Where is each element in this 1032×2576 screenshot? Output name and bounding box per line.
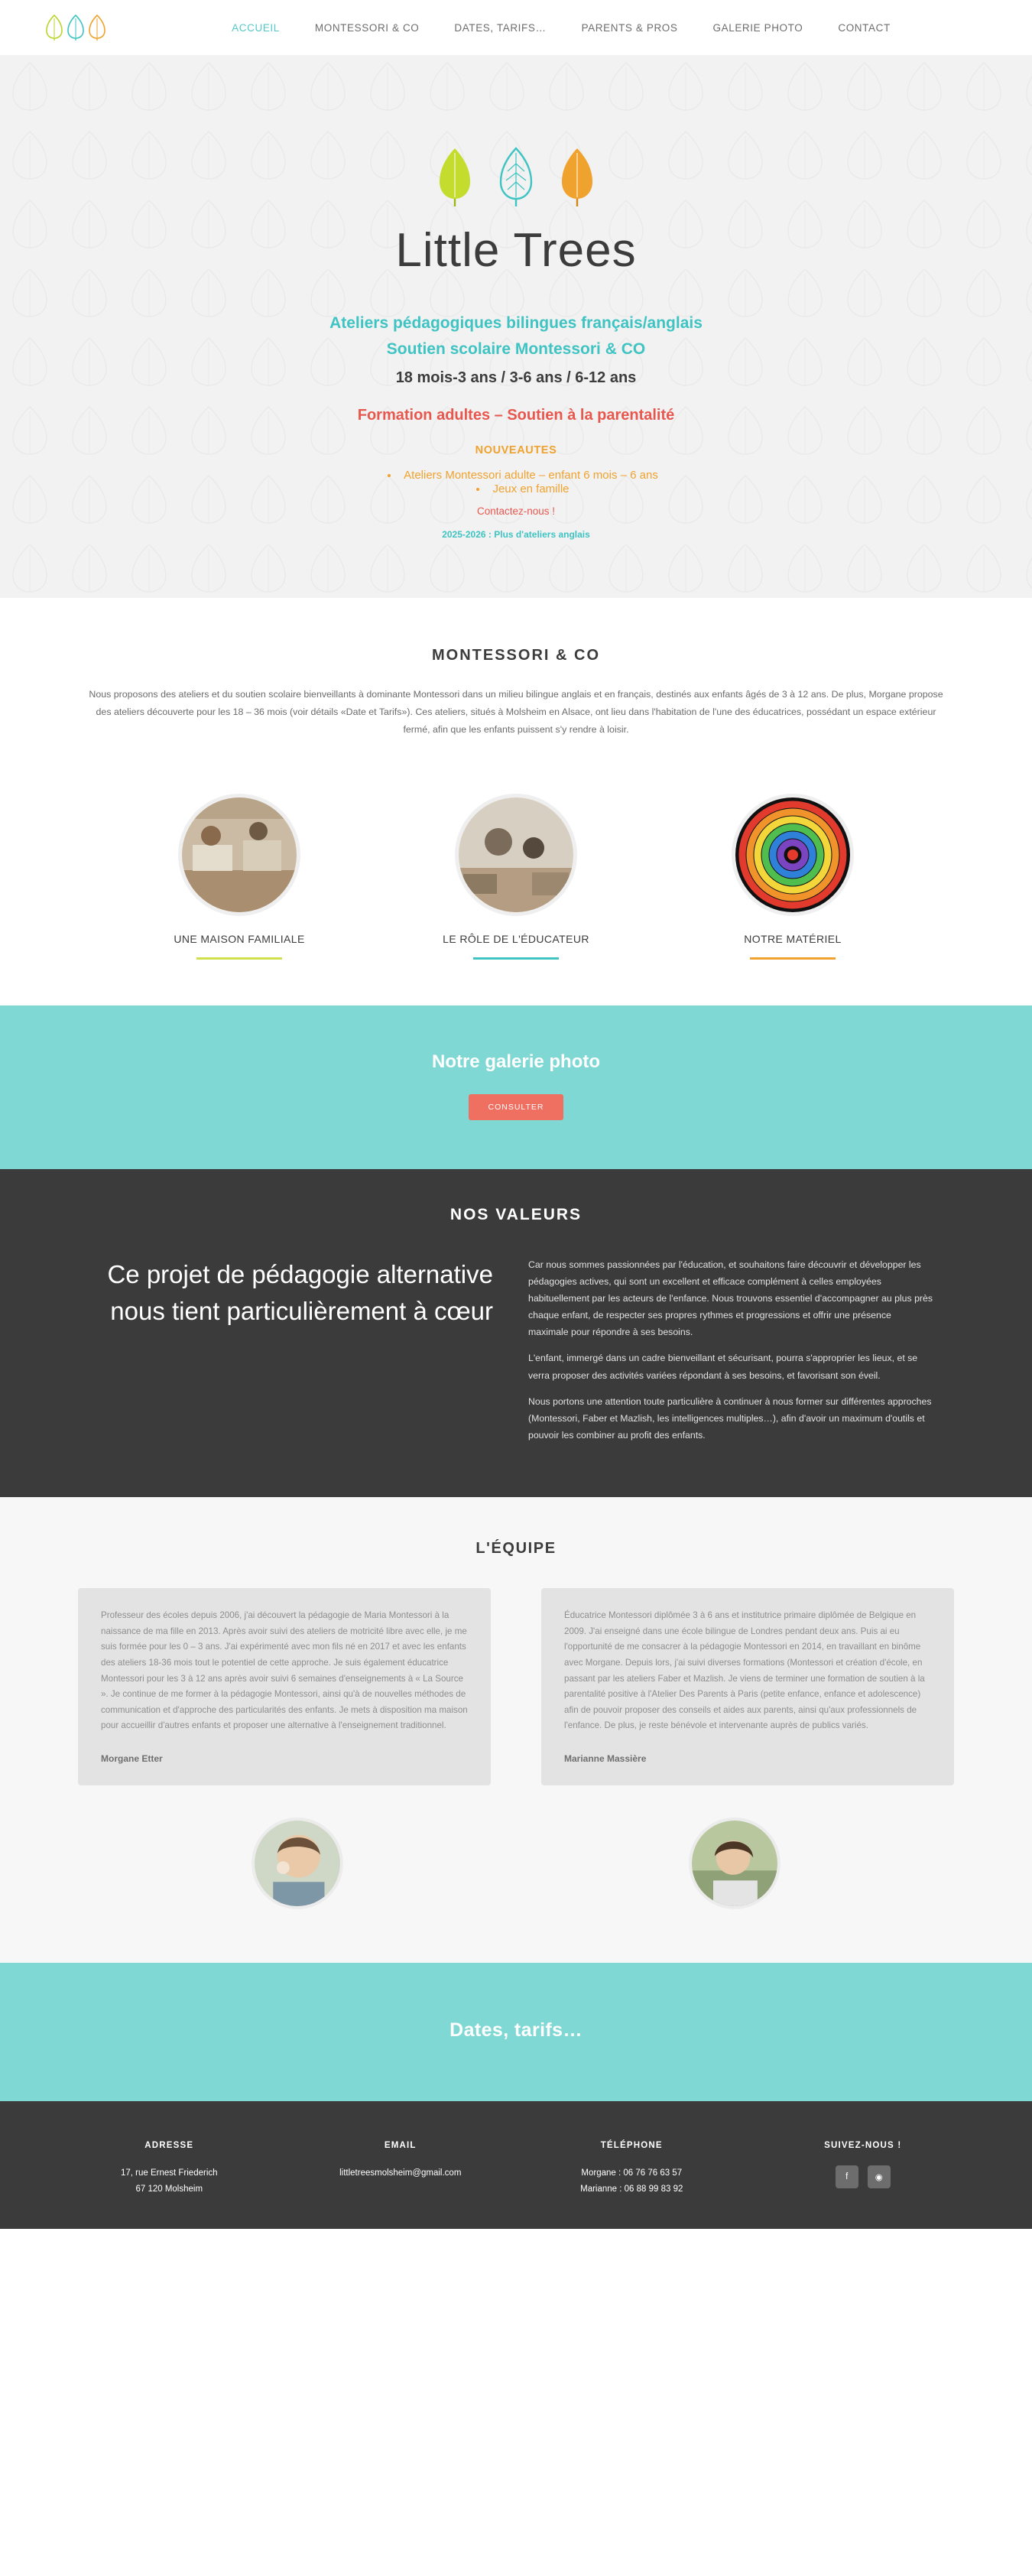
bio-name: Marianne Massière [564,1753,647,1765]
card-underline [196,957,282,960]
footer-heading: TÉLÉPHONE [600,2141,663,2151]
montessori-section [0,598,1032,1005]
nav-item-galerie-photo[interactable]: GALERIE PHOTO [712,21,803,34]
montessori-cards [0,794,1032,960]
footer-address-line-2: 67 120 Molsheim [135,2184,203,2194]
nav-item-montessori[interactable]: MONTESSORI & CO [314,21,420,34]
site-logo[interactable] [46,15,105,41]
valeurs-section [0,1169,1032,1497]
footer-phone-marianne: Marianne : 06 88 99 83 92 [580,2184,683,2194]
hero-subtitle-2: Soutien scolaire Montessori & CO [386,340,646,358]
card-label: UNE MAISON FAMILIALE [174,932,305,945]
facebook-icon[interactable]: f [836,2165,858,2188]
valeurs-paragraph-2: L'enfant, immergé dans un cadre bienveillant et sécurisant, pourra s'approprier les lieux, et se verra proposer des activités variées répondant à ses besoins, et favorisant son éveil. [528,1353,918,1381]
equipe-section [0,1497,1032,1963]
hero-nouveautes-heading: NOUVEAUTES [475,444,557,456]
valeurs-text [528,1256,933,1453]
dates-title: Dates, tarifs… [449,2019,583,2042]
hero-tree-orange-icon [560,147,595,206]
equipe-title: L'ÉQUIPE [475,1540,557,1558]
hero-bullet-2: Jeux en famille [492,482,570,495]
footer-column-telephone [516,2141,748,2196]
nav-item-accueil[interactable]: ACCUEIL [232,21,280,34]
card-label: LE RÔLE DE L'ÉDUCATEUR [443,932,589,945]
footer-phone-morgane: Morgane : 06 76 76 63 57 [581,2168,683,2178]
valeurs-title: NOS VALEURS [449,1205,583,1223]
hero-contact-link[interactable]: Contactez-nous ! [476,505,556,517]
hero-note: 2025-2026 : Plus d'ateliers anglais [442,529,590,540]
valeurs-headline: Ce projet de pédagogie alternative nous tient particulièrement à cœur [107,1259,493,1325]
footer-column-socials [748,2141,979,2196]
page-title: Little Trees [395,224,637,277]
hero-age-ranges: 18 mois-3 ans / 3-6 ans / 6-12 ans [395,369,637,386]
hero-tree-teal-icon [498,147,534,206]
marianne-photo [689,1817,780,1909]
nav-item-contact[interactable]: CONTACT [838,21,891,34]
material-photo [732,794,854,916]
main-navigation [136,22,986,34]
card-role-educateur[interactable] [436,794,596,960]
bio-card-marianne [541,1588,954,1785]
bio-name: Morgane Etter [101,1753,163,1765]
dates-banner[interactable] [0,1963,1032,2101]
site-header [0,0,1032,55]
logo-tree-orange-icon [89,15,105,41]
footer-heading: ADRESSE [144,2141,194,2151]
list-item [354,482,692,496]
educator-photo [455,794,577,916]
bio-card-morgane [78,1588,491,1785]
footer-heading: EMAIL [384,2141,417,2151]
consulter-button[interactable]: CONSULTER [469,1094,564,1120]
gallery-banner [0,1005,1032,1169]
hero-nouveautes-list [340,469,692,496]
classroom-photo [178,794,300,916]
card-underline [750,957,836,960]
footer-email-link[interactable]: littletreesmolsheim@gmail.com [339,2168,462,2178]
hero-tree-green-icon [437,147,472,206]
list-item [354,469,692,482]
social-links [748,2165,979,2188]
bio-text: Éducatrice Montessori diplômée 3 à 6 ans et institutrice primaire diplômée de Belgique en 2009. J'ai enseigné dans une école bilingue de Londres pendant deux ans. Puis ai eu l'opportunité de me consacrer à la pédagogie Montessori en 2014, en travaillant en binôme avec Morgane. Depuis lors, j'ai suivi diverses formations (Montessori et création d'école, en passant par les ateliers Faber et Mazlish. Je viens de terminer une formation de soutien à la parentalité positive à l'Atelier Des Parents à Paris (petite enfance, enfance et adolescence) afin de pouvoir proposer des conseils et aides aux parents, ainsi qu'aux professionnels de l'enfance. De plus, je reste bénévole et intervenante auprès de publics variés. [564,1610,925,1731]
valeurs-paragraph-1: Car nous sommes passionnées par l'éducation, et souhaitons faire découvrir et développer les pédagogies actives, qui sont un excellent et efficace complément à celles employées habituellement par les acteurs de l'enfance. Nous trouvons essentiel d'accompagner au plus près chaque enfant, de respecter ses propres rythmes et progressions et offrir une présence maximale pour répondre à ses besoins. [528,1259,933,1338]
equipe-bios [0,1588,1032,1785]
logo-tree-teal-icon [67,15,84,41]
nav-item-dates-tarifs[interactable]: DATES, TARIFS… [454,21,547,34]
instagram-icon[interactable]: ◉ [868,2165,891,2188]
footer-heading: SUIVEZ-NOUS ! [824,2141,902,2151]
nav-item-parents-pros[interactable]: PARENTS & PROS [581,21,678,34]
card-maison-familiale[interactable] [159,794,320,960]
hero-bullet-1: Ateliers Montessori adulte – enfant 6 mois – 6 ans [404,469,658,482]
card-notre-materiel[interactable] [712,794,873,960]
hero-section [0,55,1032,598]
valeurs-paragraph-3: Nous portons une attention toute particulière à continuer à nous former sur différentes approches (Montessori, Faber et Mazlish, les intelligences multiples…), afin d'avoir un maximum d'outils et pouvoir les combiner au profit des enfants. [528,1395,932,1441]
site-footer [0,2101,1032,2228]
card-label: NOTRE MATÉRIEL [744,932,842,945]
hero-trees [0,147,1032,206]
footer-column-email [285,2141,517,2196]
card-underline [473,957,559,960]
footer-address-line-1: 17, rue Ernest Friederich [120,2168,218,2178]
hero-subtitle-1: Ateliers pédagogiques bilingues français/anglais [329,314,703,332]
logo-tree-green-icon [46,15,63,41]
bio-text: Professeur des écoles depuis 2006, j'ai découvert la pédagogie de Maria Montessori à la naissance de ma fille en 2013. Après avoir suivi des ateliers de motricité libre avec elle, je me suis formée pour les 0 – 3 ans. J'ai expérimenté avec mon fils né en 2017 et avec les enfants des ateliers 18-36 mois tout le potentiel de cette approche. Je suis également éducatrice Montessori pour les 3 à 12 ans après avoir suivi 6 semaines d'enseignements à « La Source ». Je continue de me former à la pédagogie Montessori, ainsi qu'à de nouvelles méthodes de communication et d'approche des particularités des enfants. Je mets à disposition ma maison pour accueillir d'autres enfants et proposer une alternative à l'enseignement traditionnel. [101,1610,468,1731]
gallery-title: Notre galerie photo [431,1051,601,1072]
montessori-paragraph: Nous proposons des ateliers et du soutien scolaire bienveillants à dominante Montessori dans un milieu bilingue anglais et en français, destinés aux enfants âgés de 3 à 12 ans. De plus, Morgane propose des ateliers découverte pour les 18 – 36 mois (voir détails «Date et Tarifs»). Ces ateliers, situés à Molsheim en Alsace, ont lieu dans l'habitation de l'une des éducatrices, possédant un espace extérieur fermé, afin que les enfants puissent s'y rendre à loisir. [89,689,943,735]
equipe-photos [0,1817,1032,1909]
footer-column-adresse [54,2141,285,2196]
montessori-title: MONTESSORI & CO [431,647,600,664]
morgane-photo [252,1817,343,1909]
hero-formation-line: Formation adultes – Soutien à la parentalité [357,407,675,424]
